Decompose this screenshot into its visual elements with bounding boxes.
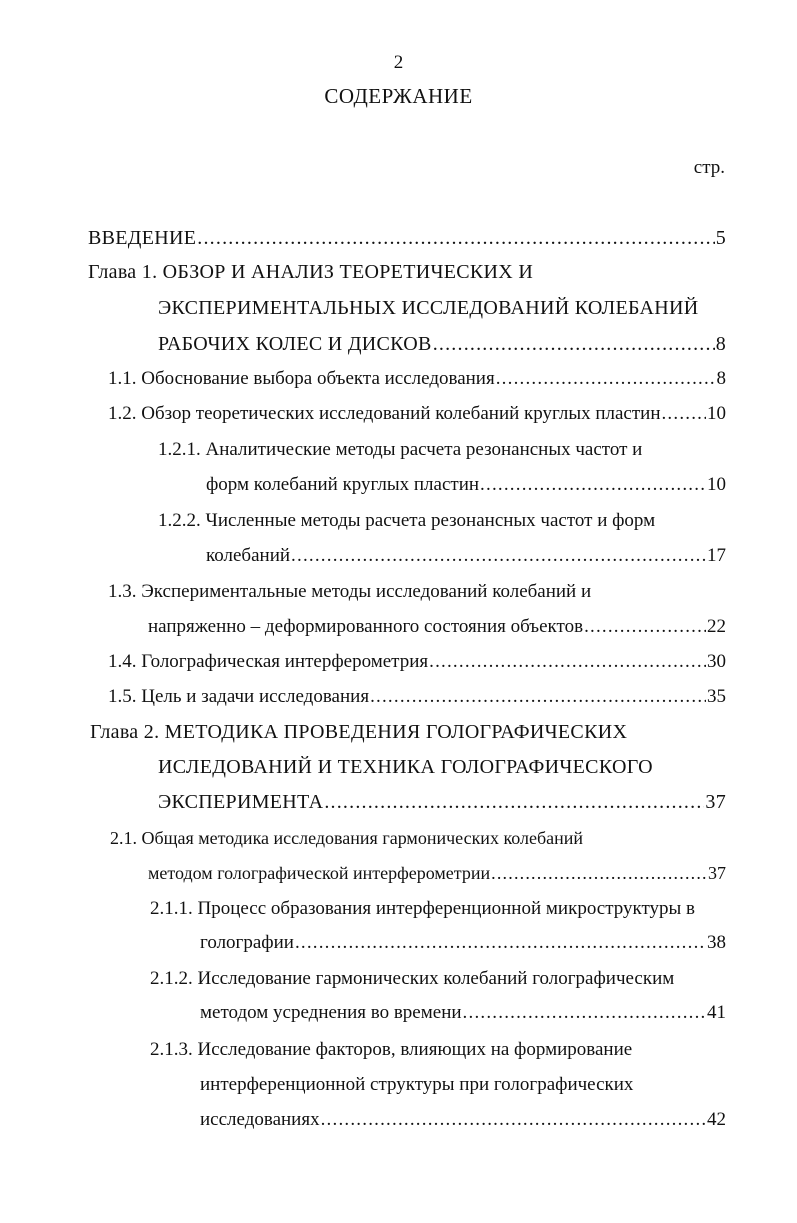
toc-page-number: 30 — [707, 651, 726, 672]
toc-page-number: 10 — [707, 403, 726, 424]
toc-page-number: 8 — [715, 333, 726, 355]
toc-entry-text: форм колебаний круглых пластин — [206, 474, 480, 495]
toc-entry-text: 1.1. Обоснование выбора объекта исследования — [108, 368, 495, 389]
page-title: СОДЕРЖАНИЕ — [324, 84, 473, 108]
toc-entry-text: исследованиях — [200, 1109, 320, 1130]
toc-page-number: 37 — [708, 863, 726, 883]
toc-chapter1-line2: ЭКСПЕРИМЕНТАЛЬНЫХ ИССЛЕДОВАНИЙ КОЛЕБАНИЙ — [158, 297, 699, 319]
toc-entry-intro[interactable] — [88, 226, 726, 250]
toc-entry-text: голографии — [200, 932, 294, 953]
dot-leader — [661, 402, 706, 426]
dot-leader — [496, 367, 716, 391]
toc-entry-text: ВВЕДЕНИЕ — [88, 227, 197, 249]
toc-2-1-1-line1: 2.1.1. Процесс образования интерференционной микроструктуры в — [150, 898, 696, 919]
toc-page-number: 10 — [707, 474, 726, 495]
dot-leader — [295, 931, 706, 955]
toc-page-number: 22 — [707, 616, 726, 637]
toc-entry-1-3[interactable] — [148, 615, 726, 639]
toc-page-number: 38 — [707, 932, 726, 953]
toc-entry-text: 1.5. Цель и задачи исследования — [108, 686, 370, 707]
toc-entry-chapter2[interactable] — [158, 790, 726, 814]
toc-entry-1-2-2[interactable] — [206, 544, 726, 568]
toc-2-1-3-line1: 2.1.3. Исследование факторов, влияющих на формирование — [150, 1039, 633, 1060]
dot-leader — [321, 1108, 706, 1132]
dot-leader — [370, 685, 706, 709]
toc-2-1-line1: 2.1. Общая методика исследования гармонических колебаний — [110, 828, 584, 848]
toc-chapter1-line1: Глава 1. ОБЗОР И АНАЛИЗ ТЕОРЕТИЧЕСКИХ И — [88, 261, 534, 283]
toc-entry-text: ЭКСПЕРИМЕНТА — [158, 791, 324, 813]
toc-entry-text: 1.4. Голографическая интерферометрия — [108, 651, 429, 672]
toc-entry-chapter1[interactable] — [158, 332, 726, 356]
toc-entry-1-5[interactable] — [108, 685, 726, 709]
dot-leader — [429, 650, 706, 674]
toc-entry-text: методом голографической интерферометрии — [148, 863, 491, 883]
dot-leader — [584, 615, 706, 639]
toc-page-number: 35 — [707, 686, 726, 707]
dot-leader — [324, 790, 704, 814]
toc-entry-text: колебаний — [206, 545, 291, 566]
toc-entry-1-1[interactable] — [108, 367, 726, 391]
dot-leader — [480, 473, 706, 497]
dot-leader — [463, 1001, 706, 1025]
toc-2-1-3-line2: интерференционной структуры при голографических — [200, 1074, 634, 1095]
dot-leader — [291, 544, 706, 568]
toc-page-number: 17 — [707, 545, 726, 566]
toc-chapter2-line2: ИСЛЕДОВАНИЙ И ТЕХНИКА ГОЛОГРАФИЧЕСКОГО — [158, 756, 653, 778]
toc-page-number: 8 — [716, 368, 726, 389]
toc-entry-2-1[interactable] — [148, 861, 726, 885]
dot-leader — [433, 332, 715, 356]
page-column-label: стр. — [693, 157, 725, 178]
toc-entry-text: напряженно – деформированного состояния объектов — [148, 616, 584, 637]
toc-entry-text: методом усреднения во времени — [200, 1002, 462, 1023]
toc-page-number: 37 — [705, 791, 726, 813]
toc-page-number: 41 — [707, 1002, 726, 1023]
toc-2-1-2-line1: 2.1.2. Исследование гармонических колебаний голографическим — [150, 968, 675, 989]
toc-1-3-line1: 1.3. Экспериментальные методы исследований колебаний и — [108, 581, 592, 602]
toc-entry-text: РАБОЧИХ КОЛЕС И ДИСКОВ — [158, 333, 432, 355]
toc-entry-2-1-3[interactable] — [200, 1108, 726, 1132]
toc-page-number: 5 — [715, 227, 726, 249]
toc-chapter2-line1: Глава 2. МЕТОДИКА ПРОВЕДЕНИЯ ГОЛОГРАФИЧЕСКИХ — [90, 721, 628, 743]
toc-1-2-1-line1: 1.2.1. Аналитические методы расчета резонансных частот и — [158, 439, 643, 460]
toc-entry-2-1-2[interactable] — [200, 1001, 726, 1025]
toc-entry-1-4[interactable] — [108, 650, 726, 674]
toc-entry-2-1-1[interactable] — [200, 931, 726, 955]
dot-leader — [197, 226, 714, 250]
dot-leader — [491, 861, 707, 885]
page-number: 2 — [393, 52, 404, 73]
toc-entry-1-2-1[interactable] — [206, 473, 726, 497]
toc-entry-text: 1.2. Обзор теоретических исследований колебаний круглых пластин — [108, 403, 661, 424]
toc-1-2-2-line1: 1.2.2. Численные методы расчета резонансных частот и форм — [158, 510, 656, 531]
toc-entry-1-2[interactable] — [108, 402, 726, 426]
toc-page-number: 42 — [707, 1109, 726, 1130]
